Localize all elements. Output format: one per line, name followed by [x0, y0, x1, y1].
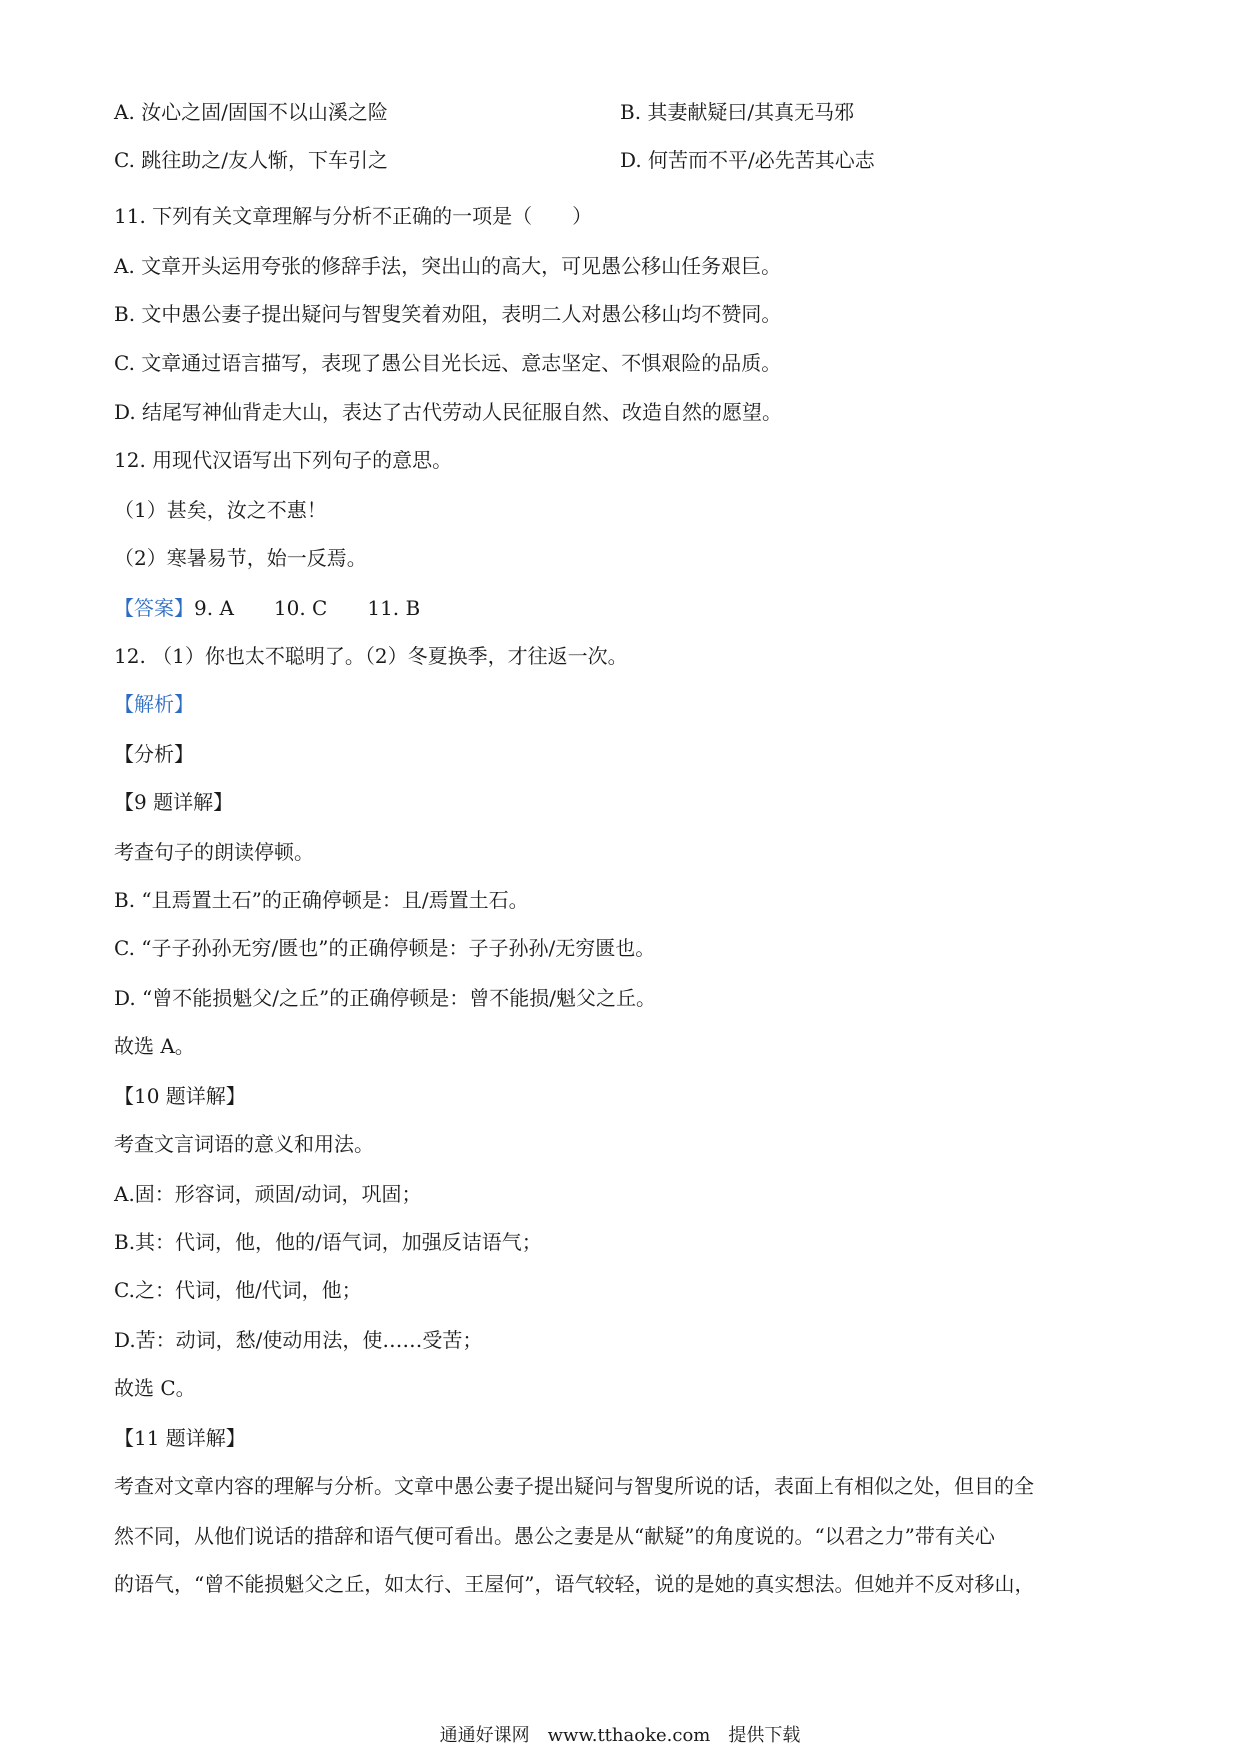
q10-heading: 【10 题详解】	[114, 1084, 246, 1108]
q10-option-b: B. 其妻献疑曰/其真无马邪	[620, 100, 855, 124]
q9-line-2: B. “且焉置土石”的正确停顿是：且/焉置土石。	[114, 888, 529, 912]
q9-line-1: 考查句子的朗读停顿。	[114, 840, 314, 864]
fenxi-heading: 【分析】	[114, 742, 194, 766]
q11-line-1: 考查对文章内容的理解与分析。文章中愚公妻子提出疑问与智叟所说的话，表面上有相似之处，但目的全	[114, 1474, 1034, 1498]
q12-sentence-2: （2）寒暑易节，始一反焉。	[114, 546, 367, 570]
q11-option-b: B. 文中愚公妻子提出疑问与智叟笑着劝阻，表明二人对愚公移山均不赞同。	[114, 302, 782, 326]
q11-option-a: A. 文章开头运用夸张的修辞手法，突出山的高大，可见愚公移山任务艰巨。	[114, 254, 782, 278]
q10-option-d: D. 何苦而不平/必先苦其心志	[620, 148, 875, 172]
q11-option-d: D. 结尾写神仙背走大山，表达了古代劳动人民征服自然、改造自然的愿望。	[114, 400, 783, 424]
q11-option-c: C. 文章通过语言描写，表现了愚公目光长远、意志坚定、不惧艰险的品质。	[114, 351, 782, 375]
q12-sentence-1: （1）甚矣，汝之不惠！	[114, 498, 327, 522]
answer-label: 【答案】	[114, 596, 194, 620]
answer-values: 9. A 10. C 11. B	[194, 596, 421, 620]
q12-stem: 12. 用现代汉语写出下列句子的意思。	[114, 448, 453, 472]
q10-line-1: 考查文言词语的意义和用法。	[114, 1132, 374, 1156]
q9-line-5: 故选 A。	[114, 1034, 195, 1058]
q10-line-4: C.之：代词，他/代词，他；	[114, 1278, 362, 1302]
q11-line-2: 然不同，从他们说话的措辞和语气便可看出。愚公之妻是从“献疑”的角度说的。“以君之力”带有关心	[114, 1524, 995, 1548]
q10-line-2: A.固：形容词，顽固/动词，巩固；	[114, 1182, 422, 1206]
analysis-label: 【解析】	[114, 692, 194, 716]
q9-heading: 【9 题详解】	[114, 790, 234, 814]
q10-option-a: A. 汝心之固/固国不以山溪之险	[114, 100, 388, 124]
q9-line-4: D. “曾不能损魁父/之丘”的正确停顿是：曾不能损/魁父之丘。	[114, 986, 656, 1010]
q10-line-5: D.苦：动词，愁/使动用法，使……受苦；	[114, 1328, 483, 1352]
q10-option-c: C. 跳往助之/友人惭，下车引之	[114, 148, 389, 172]
q9-line-3: C. “子子孙孙无穷/匮也”的正确停顿是：子子孙孙/无穷匮也。	[114, 936, 656, 960]
answer-line	[114, 594, 420, 622]
q11-line-3: 的语气，“曾不能损魁父之丘，如太行、王屋何”，语气较轻，说的是她的真实想法。但她并不反对移山，	[114, 1572, 1035, 1596]
page-footer: 通通好课网 www.tthaoke.com 提供下载	[439, 1725, 801, 1746]
q11-heading: 【11 题详解】	[114, 1426, 246, 1450]
q11-stem: 11. 下列有关文章理解与分析不正确的一项是（ ）	[114, 204, 593, 228]
q12-answer: 12. （1）你也太不聪明了。（2）冬夏换季，才往返一次。	[114, 644, 628, 668]
q10-line-3: B.其：代词，他，他的/语气词，加强反诘语气；	[114, 1230, 542, 1254]
q10-line-6: 故选 C。	[114, 1376, 196, 1400]
